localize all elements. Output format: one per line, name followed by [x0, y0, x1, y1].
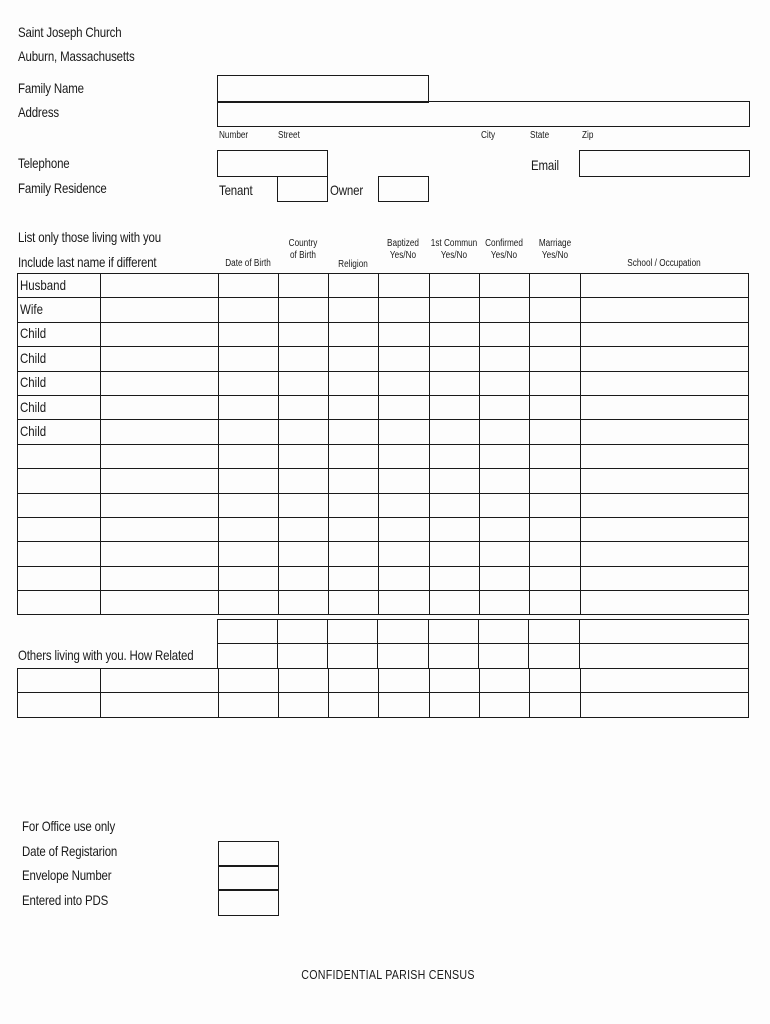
row-label-cell[interactable] [18, 566, 101, 590]
table-row [18, 347, 749, 371]
tenant-label: Tenant [219, 182, 253, 198]
religion-cell[interactable] [329, 542, 379, 566]
office-field-label-registration: Date of Registarion [22, 843, 118, 859]
table-row [18, 469, 749, 493]
country-cell[interactable] [279, 347, 329, 371]
communion-cell[interactable] [430, 493, 480, 517]
religion-cell[interactable] [329, 517, 379, 541]
communion-cell[interactable] [430, 469, 480, 493]
religion-cell[interactable] [329, 298, 379, 322]
communion-cell[interactable] [430, 298, 480, 322]
confirmed-cell[interactable] [480, 591, 530, 615]
grid-cell[interactable] [328, 620, 378, 644]
occupation-cell[interactable] [581, 420, 749, 444]
religion-cell[interactable] [329, 469, 379, 493]
row-label-cell[interactable] [18, 591, 101, 615]
grid-cell[interactable] [378, 620, 429, 644]
table-row [218, 644, 749, 668]
grid-cell[interactable] [378, 644, 429, 668]
row-label-cell [18, 371, 101, 395]
col-confirmed: Confirmed Yes/No [485, 238, 523, 261]
table-row [18, 517, 749, 541]
envelope-number-field[interactable] [218, 865, 279, 891]
row-label: Child [20, 325, 47, 342]
baptized-cell[interactable] [379, 444, 430, 468]
email-field[interactable] [579, 150, 750, 177]
country-cell[interactable] [279, 566, 329, 590]
confirmed-cell[interactable] [480, 469, 530, 493]
address-zip-label: Zip [582, 130, 594, 141]
country-cell[interactable] [279, 444, 329, 468]
grid-cell[interactable] [218, 644, 278, 668]
confirmed-cell[interactable] [480, 444, 530, 468]
religion-cell[interactable] [329, 591, 379, 615]
baptized-cell[interactable] [379, 517, 430, 541]
table-row [18, 298, 749, 322]
family-name-label: Family Name [18, 80, 84, 96]
confirmed-cell[interactable] [480, 395, 530, 419]
address-field[interactable] [217, 101, 750, 127]
grid-cell[interactable] [279, 669, 329, 693]
occupation-cell[interactable] [581, 542, 749, 566]
col-baptized: Baptized Yes/No [387, 238, 419, 261]
country-cell[interactable] [279, 322, 329, 346]
grid-cell[interactable] [101, 669, 219, 693]
table-row [18, 322, 749, 346]
entered-pds-field[interactable] [218, 889, 279, 916]
name-cell[interactable] [101, 444, 219, 468]
baptized-cell[interactable] [379, 395, 430, 419]
country-cell[interactable] [279, 493, 329, 517]
dob-cell[interactable] [219, 542, 279, 566]
church-name: Saint Joseph Church [18, 24, 122, 40]
marriage-cell[interactable] [530, 395, 581, 419]
dob-cell[interactable] [219, 493, 279, 517]
religion-cell[interactable] [329, 322, 379, 346]
occupation-cell[interactable] [581, 274, 749, 298]
baptized-cell[interactable] [379, 542, 430, 566]
table-row [18, 669, 749, 693]
dob-cell[interactable] [219, 371, 279, 395]
table-row [18, 566, 749, 590]
confirmed-cell[interactable] [480, 371, 530, 395]
grid-cell[interactable] [218, 620, 278, 644]
confirmed-cell[interactable] [480, 493, 530, 517]
row-label: Husband [20, 276, 66, 293]
owner-label: Owner [330, 182, 364, 198]
household-rows [18, 274, 749, 615]
confirmed-cell[interactable] [480, 517, 530, 541]
marriage-cell[interactable] [530, 274, 581, 298]
name-cell[interactable] [101, 420, 219, 444]
grid-cell[interactable] [581, 693, 749, 717]
row-label: Wife [20, 301, 43, 318]
grid-cell[interactable] [278, 644, 328, 668]
country-cell[interactable] [279, 395, 329, 419]
row-label-cell [18, 395, 101, 419]
tenant-checkbox[interactable] [277, 176, 328, 202]
marriage-cell[interactable] [530, 371, 581, 395]
communion-cell[interactable] [430, 444, 480, 468]
row-label-cell [18, 420, 101, 444]
country-cell[interactable] [279, 420, 329, 444]
row-label-cell [18, 322, 101, 346]
row-label-cell[interactable] [18, 542, 101, 566]
confirmed-cell[interactable] [480, 542, 530, 566]
religion-cell[interactable] [329, 493, 379, 517]
dob-cell[interactable] [219, 566, 279, 590]
baptized-cell[interactable] [379, 566, 430, 590]
row-label: Child [20, 398, 47, 415]
communion-cell[interactable] [430, 420, 480, 444]
col-school-occupation: School / Occupation [627, 258, 701, 269]
country-cell[interactable] [279, 371, 329, 395]
religion-cell[interactable] [329, 395, 379, 419]
row-label: Child [20, 349, 47, 366]
baptized-cell[interactable] [379, 469, 430, 493]
communion-cell[interactable] [430, 371, 480, 395]
communion-cell[interactable] [430, 347, 480, 371]
grid-cell[interactable] [219, 669, 279, 693]
communion-cell[interactable] [430, 591, 480, 615]
occupation-cell[interactable] [581, 322, 749, 346]
table-row [18, 444, 749, 468]
grid-cell[interactable] [429, 620, 479, 644]
table-row [18, 395, 749, 419]
col-country-of-birth: Country of Birth [288, 238, 318, 261]
confirmed-cell[interactable] [480, 347, 530, 371]
occupation-cell[interactable] [581, 517, 749, 541]
marriage-cell[interactable] [530, 591, 581, 615]
grid-cell[interactable] [529, 644, 580, 668]
name-cell[interactable] [101, 274, 219, 298]
occupation-cell[interactable] [581, 347, 749, 371]
table-row [18, 493, 749, 517]
row-label-cell [18, 274, 101, 298]
baptized-cell[interactable] [379, 322, 430, 346]
grid-cell[interactable] [429, 644, 479, 668]
name-cell[interactable] [101, 591, 219, 615]
dob-cell[interactable] [219, 444, 279, 468]
baptized-cell[interactable] [379, 591, 430, 615]
name-cell[interactable] [101, 493, 219, 517]
grid-cell[interactable] [278, 620, 328, 644]
registration-date-field[interactable] [218, 841, 279, 867]
occupation-cell[interactable] [581, 298, 749, 322]
others-label: Others living with you. How Related [18, 647, 194, 663]
grid-cell[interactable] [530, 693, 581, 717]
grid-cell[interactable] [529, 620, 580, 644]
family-name-field[interactable] [217, 75, 429, 103]
telephone-label: Telephone [18, 155, 70, 171]
table-row [18, 420, 749, 444]
marriage-cell[interactable] [530, 444, 581, 468]
grid-cell[interactable] [101, 693, 219, 717]
name-cell[interactable] [101, 371, 219, 395]
grid-cell[interactable] [18, 669, 101, 693]
dob-cell[interactable] [219, 517, 279, 541]
confirmed-cell[interactable] [480, 298, 530, 322]
religion-cell[interactable] [329, 371, 379, 395]
marriage-cell[interactable] [530, 298, 581, 322]
occupation-cell[interactable] [581, 493, 749, 517]
religion-cell[interactable] [329, 274, 379, 298]
row-label: Child [20, 374, 47, 391]
religion-cell[interactable] [329, 444, 379, 468]
email-label: Email [531, 157, 559, 173]
dob-cell[interactable] [219, 395, 279, 419]
occupation-cell[interactable] [581, 371, 749, 395]
religion-cell[interactable] [329, 347, 379, 371]
table-row [18, 542, 749, 566]
row-label-cell[interactable] [18, 517, 101, 541]
communion-cell[interactable] [430, 566, 480, 590]
country-cell[interactable] [279, 298, 329, 322]
household-table [17, 273, 749, 615]
footer-title: CONFIDENTIAL PARISH CENSUS [301, 967, 475, 982]
grid-cell[interactable] [430, 693, 480, 717]
telephone-field[interactable] [217, 150, 328, 177]
confirmed-cell[interactable] [480, 420, 530, 444]
grid-cell[interactable] [379, 669, 430, 693]
table-row [218, 620, 749, 644]
communion-cell[interactable] [430, 322, 480, 346]
dob-cell[interactable] [219, 420, 279, 444]
table-row [18, 693, 749, 717]
religion-cell[interactable] [329, 420, 379, 444]
address-label: Address [18, 104, 59, 120]
members-instruction-2: Include last name if different [18, 254, 157, 270]
row-label: Child [20, 423, 47, 440]
name-cell[interactable] [101, 469, 219, 493]
marriage-cell[interactable] [530, 347, 581, 371]
grid-cell[interactable] [480, 669, 530, 693]
grid-cell[interactable] [219, 693, 279, 717]
dob-cell[interactable] [219, 322, 279, 346]
communion-cell[interactable] [430, 517, 480, 541]
table-row [18, 371, 749, 395]
occupation-cell[interactable] [581, 395, 749, 419]
name-cell[interactable] [101, 517, 219, 541]
baptized-cell[interactable] [379, 298, 430, 322]
office-field-label-envelope: Envelope Number [22, 867, 112, 883]
baptized-cell[interactable] [379, 274, 430, 298]
dob-cell[interactable] [219, 347, 279, 371]
country-cell[interactable] [279, 274, 329, 298]
row-label-cell[interactable] [18, 444, 101, 468]
name-cell[interactable] [101, 395, 219, 419]
row-label-cell[interactable] [18, 493, 101, 517]
baptized-cell[interactable] [379, 493, 430, 517]
occupation-cell[interactable] [581, 469, 749, 493]
col-first-communion: 1st Commun Yes/No [430, 238, 478, 261]
col-religion: Religion [338, 259, 368, 270]
grid-cell[interactable] [580, 620, 749, 644]
grid-cell[interactable] [479, 644, 529, 668]
col-date-of-birth: Date of Birth [225, 258, 271, 269]
baptized-cell[interactable] [379, 371, 430, 395]
occupation-cell[interactable] [581, 566, 749, 590]
marriage-cell[interactable] [530, 517, 581, 541]
row-label-cell [18, 347, 101, 371]
col-marriage: Marriage Yes/No [538, 238, 572, 261]
office-field-label-pds: Entered into PDS [22, 892, 109, 908]
dob-cell[interactable] [219, 469, 279, 493]
dob-cell[interactable] [219, 298, 279, 322]
dob-cell[interactable] [219, 274, 279, 298]
occupation-cell[interactable] [581, 591, 749, 615]
others-right-table [217, 619, 749, 669]
row-label-cell [18, 298, 101, 322]
country-cell[interactable] [279, 517, 329, 541]
name-cell[interactable] [101, 322, 219, 346]
address-street-label: Street [278, 130, 300, 141]
grid-cell[interactable] [430, 669, 480, 693]
baptized-cell[interactable] [379, 420, 430, 444]
address-city-label: City [481, 130, 496, 141]
family-residence-label: Family Residence [18, 180, 107, 196]
dob-cell[interactable] [219, 591, 279, 615]
grid-cell[interactable] [329, 669, 379, 693]
office-heading: For Office use only [22, 818, 116, 834]
religion-cell[interactable] [329, 566, 379, 590]
members-instruction-1: List only those living with you [18, 229, 161, 245]
communion-cell[interactable] [430, 542, 480, 566]
grid-cell[interactable] [279, 693, 329, 717]
grid-cell[interactable] [379, 693, 430, 717]
church-location: Auburn, Massachusetts [18, 48, 135, 64]
confirmed-cell[interactable] [480, 274, 530, 298]
country-cell[interactable] [279, 469, 329, 493]
occupation-cell[interactable] [581, 444, 749, 468]
marriage-cell[interactable] [530, 566, 581, 590]
marriage-cell[interactable] [530, 420, 581, 444]
address-state-label: State [530, 130, 550, 141]
grid-cell[interactable] [328, 644, 378, 668]
grid-cell[interactable] [480, 693, 530, 717]
grid-cell[interactable] [580, 644, 749, 668]
marriage-cell[interactable] [530, 322, 581, 346]
grid-cell[interactable] [18, 693, 101, 717]
others-table [17, 668, 749, 718]
country-cell[interactable] [279, 591, 329, 615]
marriage-cell[interactable] [530, 542, 581, 566]
name-cell[interactable] [101, 298, 219, 322]
name-cell[interactable] [101, 542, 219, 566]
confirmed-cell[interactable] [480, 322, 530, 346]
confirmed-cell[interactable] [480, 566, 530, 590]
communion-cell[interactable] [430, 395, 480, 419]
communion-cell[interactable] [430, 274, 480, 298]
table-row [18, 591, 749, 615]
marriage-cell[interactable] [530, 469, 581, 493]
row-label-cell[interactable] [18, 469, 101, 493]
address-number-label: Number [219, 130, 249, 141]
grid-cell[interactable] [479, 620, 529, 644]
table-row [18, 274, 749, 298]
owner-checkbox[interactable] [378, 176, 429, 202]
grid-cell[interactable] [530, 669, 581, 693]
name-cell[interactable] [101, 566, 219, 590]
name-cell[interactable] [101, 347, 219, 371]
grid-cell[interactable] [581, 669, 749, 693]
country-cell[interactable] [279, 542, 329, 566]
marriage-cell[interactable] [530, 493, 581, 517]
grid-cell[interactable] [329, 693, 379, 717]
baptized-cell[interactable] [379, 347, 430, 371]
